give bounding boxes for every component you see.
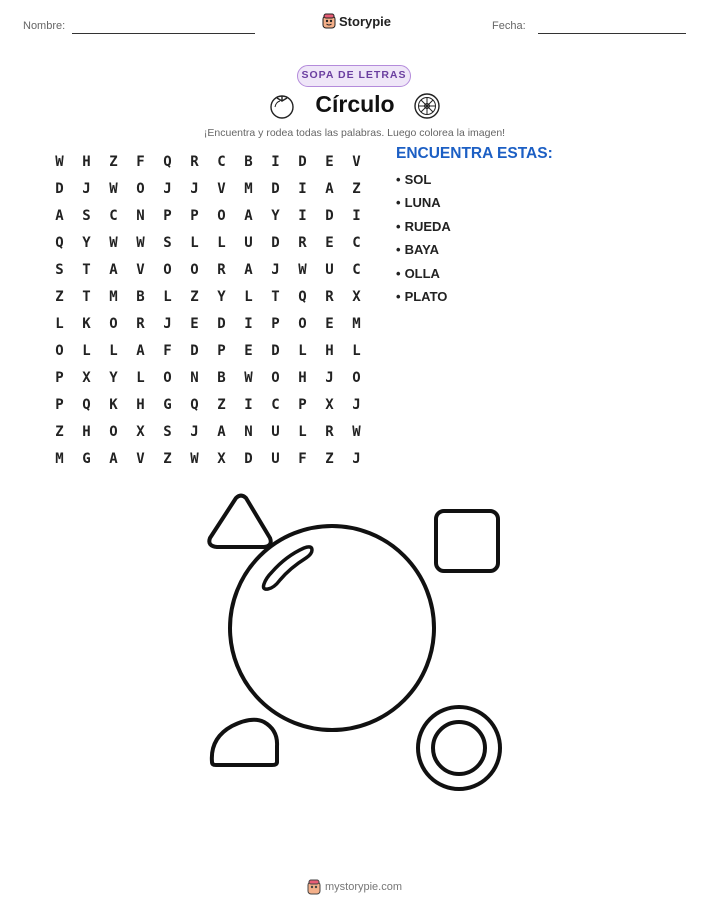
grid-letter[interactable]: H [298, 369, 307, 386]
grid-letter[interactable]: Z [109, 153, 118, 170]
grid-letter[interactable]: C [352, 261, 361, 278]
grid-letter[interactable]: X [217, 450, 226, 467]
grid-letter[interactable]: X [82, 369, 91, 386]
grid-letter[interactable]: Z [163, 450, 172, 467]
bullet: • [396, 242, 401, 258]
grid-letter[interactable]: L [217, 234, 226, 251]
grid-letter[interactable]: J [82, 180, 91, 197]
triangle-shape [209, 496, 270, 548]
grid-letter[interactable]: H [325, 342, 334, 359]
coloring-picture [200, 490, 510, 800]
grid-letter[interactable]: O [109, 315, 118, 332]
grid-letter[interactable]: H [82, 423, 91, 440]
grid-letter[interactable]: D [325, 207, 334, 224]
grid-letter[interactable]: P [190, 207, 199, 224]
grid-row [46, 391, 370, 418]
tomato-icon [268, 92, 296, 120]
grid-letter[interactable]: L [82, 342, 91, 359]
grid-letter[interactable]: B [217, 369, 226, 386]
grid-letter[interactable]: X [352, 288, 361, 305]
grid-letter[interactable]: U [244, 234, 253, 251]
grid-letter[interactable]: W [109, 234, 118, 251]
grid-row [46, 148, 370, 175]
grid-letter[interactable]: Z [352, 180, 361, 197]
word-text: OLLA [404, 265, 440, 281]
grid-letter[interactable]: H [82, 153, 91, 170]
grid-letter[interactable]: O [136, 180, 145, 197]
grid-letter[interactable]: B [244, 153, 253, 170]
word-item [396, 242, 451, 265]
grid-letter[interactable]: A [109, 261, 118, 278]
grid-letter[interactable]: I [244, 396, 253, 413]
grid-letter[interactable]: J [352, 396, 361, 413]
grid-letter[interactable]: R [190, 153, 199, 170]
brand-name: Storypie [339, 13, 392, 29]
grid-letter[interactable]: E [190, 315, 199, 332]
grid-letter[interactable]: O [109, 423, 118, 440]
grid-letter[interactable]: Q [55, 234, 64, 251]
grid-letter[interactable]: S [82, 207, 91, 224]
grid-letter[interactable]: P [55, 396, 64, 413]
grid-letter[interactable]: C [109, 207, 118, 224]
grid-letter[interactable]: S [163, 234, 172, 251]
grid-letter[interactable]: D [271, 342, 280, 359]
grid-letter[interactable]: N [190, 369, 199, 386]
grid-letter[interactable]: R [298, 234, 307, 251]
word-item [396, 172, 451, 195]
grid-letter[interactable]: M [109, 288, 118, 305]
grid-letter[interactable]: J [163, 180, 172, 197]
grid-letter[interactable]: M [55, 450, 64, 467]
word-list [396, 172, 451, 312]
activity-badge: SOPA DE LETRAS [297, 65, 411, 87]
bullet: • [396, 288, 401, 304]
grid-letter[interactable]: Z [55, 288, 64, 305]
grid-letter[interactable]: D [190, 342, 199, 359]
grid-letter[interactable]: P [271, 315, 280, 332]
grid-letter[interactable]: I [352, 207, 361, 224]
grid-letter[interactable]: J [271, 261, 280, 278]
word-item [396, 195, 451, 218]
grid-letter[interactable]: V [352, 153, 361, 170]
grid-letter[interactable]: R [136, 315, 145, 332]
grid-letter[interactable]: X [325, 396, 334, 413]
brand-logo [322, 13, 391, 29]
grid-row [46, 337, 370, 364]
name-line [72, 33, 255, 34]
grid-letter[interactable]: D [244, 450, 253, 467]
grid-letter[interactable]: U [271, 423, 280, 440]
grid-letter[interactable]: P [298, 396, 307, 413]
grid-letter[interactable]: E [244, 342, 253, 359]
grid-letter[interactable]: O [163, 261, 172, 278]
name-label: Nombre: [23, 20, 66, 32]
grid-letter[interactable]: R [217, 261, 226, 278]
grid-letter[interactable]: X [136, 423, 145, 440]
grid-letter[interactable]: A [136, 342, 145, 359]
grid-letter[interactable]: U [325, 261, 334, 278]
half-circle-shape [212, 720, 277, 765]
grid-row [46, 364, 370, 391]
grid-letter[interactable]: J [190, 180, 199, 197]
grid-row [46, 418, 370, 445]
grid-letter[interactable]: A [217, 423, 226, 440]
grid-letter[interactable]: N [244, 423, 253, 440]
grid-letter[interactable]: Y [217, 288, 226, 305]
grid-letter[interactable]: A [244, 261, 253, 278]
word-list-heading: ENCUENTRA ESTAS: [396, 145, 553, 162]
word-text: BAYA [404, 242, 440, 258]
grid-letter[interactable]: P [55, 369, 64, 386]
grid-letter[interactable]: O [190, 261, 199, 278]
grid-letter[interactable]: Z [217, 396, 226, 413]
grid-letter[interactable]: D [55, 180, 64, 197]
grid-letter[interactable]: W [136, 234, 145, 251]
grid-row [46, 445, 370, 472]
grid-letter[interactable]: T [271, 288, 280, 305]
grid-letter[interactable]: A [109, 450, 118, 467]
grid-letter[interactable]: C [217, 153, 226, 170]
grid-letter[interactable]: C [352, 234, 361, 251]
grid-letter[interactable]: T [82, 261, 91, 278]
grid-letter[interactable]: O [271, 369, 280, 386]
grid-letter[interactable]: Z [55, 423, 64, 440]
grid-letter[interactable]: E [325, 153, 334, 170]
grid-letter[interactable]: L [298, 423, 307, 440]
grid-letter[interactable]: L [352, 342, 361, 359]
square-shape [436, 511, 498, 571]
grid-letter[interactable]: R [325, 288, 334, 305]
grid-letter[interactable]: D [217, 315, 226, 332]
grid-letter[interactable]: B [136, 288, 145, 305]
grid-letter[interactable]: W [55, 153, 64, 170]
date-label: Fecha: [492, 20, 526, 32]
grid-letter[interactable]: L [163, 288, 172, 305]
grid-letter[interactable]: L [136, 369, 145, 386]
word-text: PLATO [404, 288, 448, 304]
grid-letter[interactable]: E [325, 315, 334, 332]
grid-letter[interactable]: W [190, 450, 199, 467]
grid-row [46, 202, 370, 229]
grid-letter[interactable]: H [136, 396, 145, 413]
grid-letter[interactable]: W [109, 180, 118, 197]
grid-letter[interactable]: P [163, 207, 172, 224]
grid-letter[interactable]: G [163, 396, 172, 413]
grid-letter[interactable]: Y [82, 234, 91, 251]
grid-letter[interactable]: I [244, 315, 253, 332]
grid-row [46, 229, 370, 256]
grid-letter[interactable]: Y [271, 207, 280, 224]
grid-letter[interactable]: L [244, 288, 253, 305]
footer-url: mystorypie.com [325, 881, 403, 893]
grid-letter[interactable]: F [163, 342, 172, 359]
grid-letter[interactable]: J [352, 450, 361, 467]
grid-letter[interactable]: V [217, 180, 226, 197]
grid-letter[interactable]: A [244, 207, 253, 224]
grid-letter[interactable]: Z [325, 450, 334, 467]
grid-letter[interactable]: F [136, 153, 145, 170]
grid-row [46, 175, 370, 202]
bullet: • [396, 195, 401, 211]
grid-letter[interactable]: A [325, 180, 334, 197]
grid-letter[interactable]: Q [190, 396, 199, 413]
grid-letter[interactable]: I [298, 180, 307, 197]
grid-letter[interactable]: L [109, 342, 118, 359]
grid-letter[interactable]: J [163, 315, 172, 332]
grid-letter[interactable]: Q [82, 396, 91, 413]
grid-letter[interactable]: K [109, 396, 118, 413]
word-text: RUEDA [404, 218, 451, 234]
grid-letter[interactable]: K [82, 315, 91, 332]
storypie-mascot-icon [322, 13, 336, 29]
word-text: LUNA [404, 195, 441, 211]
ring-outer-shape [418, 707, 500, 789]
word-item [396, 289, 451, 312]
grid-letter[interactable]: M [244, 180, 253, 197]
grid-letter[interactable]: Y [109, 369, 118, 386]
page-title: Círculo [315, 91, 395, 117]
grid-letter[interactable]: N [136, 207, 145, 224]
grid-letter[interactable]: L [298, 342, 307, 359]
date-line [538, 33, 686, 34]
wheel-icon [413, 92, 441, 120]
grid-letter[interactable]: Z [190, 288, 199, 305]
grid-letter[interactable]: R [325, 423, 334, 440]
grid-letter[interactable]: Q [163, 153, 172, 170]
grid-letter[interactable]: A [55, 207, 64, 224]
grid-letter[interactable]: E [325, 234, 334, 251]
word-search-grid [46, 148, 370, 472]
word-item [396, 266, 451, 289]
grid-letter[interactable]: I [298, 207, 307, 224]
grid-letter[interactable]: J [190, 423, 199, 440]
bullet: • [396, 172, 401, 187]
grid-letter[interactable]: U [271, 450, 280, 467]
grid-letter[interactable]: W [244, 369, 253, 386]
grid-letter[interactable]: L [190, 234, 199, 251]
grid-letter[interactable]: G [82, 450, 91, 467]
grid-letter[interactable]: O [163, 369, 172, 386]
grid-row [46, 283, 370, 310]
instructions: ¡Encuentra y rodea todas las palabras. Luego colorea la imagen! [203, 127, 506, 139]
grid-letter[interactable]: L [55, 315, 64, 332]
grid-letter[interactable]: O [55, 342, 64, 359]
grid-letter[interactable]: J [325, 369, 334, 386]
grid-letter[interactable]: W [298, 261, 307, 278]
grid-row [46, 310, 370, 337]
grid-letter[interactable]: I [271, 153, 280, 170]
word-item [396, 219, 451, 242]
grid-letter[interactable]: O [217, 207, 226, 224]
grid-letter[interactable]: D [298, 153, 307, 170]
grid-letter[interactable]: S [55, 261, 64, 278]
grid-letter[interactable]: S [163, 423, 172, 440]
grid-letter[interactable]: O [298, 315, 307, 332]
grid-letter[interactable]: F [298, 450, 307, 467]
grid-letter[interactable]: T [82, 288, 91, 305]
grid-letter[interactable]: V [136, 450, 145, 467]
grid-letter[interactable]: D [271, 180, 280, 197]
footer [307, 879, 402, 895]
grid-letter[interactable]: C [271, 396, 280, 413]
grid-letter[interactable]: O [352, 369, 361, 386]
grid-letter[interactable]: D [271, 234, 280, 251]
storypie-mascot-icon [307, 879, 321, 895]
word-text: SOL [404, 172, 432, 187]
big-circle-shape [230, 526, 434, 730]
grid-letter[interactable]: V [136, 261, 145, 278]
bullet: • [396, 218, 401, 234]
grid-row [46, 256, 370, 283]
bullet: • [396, 265, 401, 281]
grid-letter[interactable]: M [352, 315, 361, 332]
grid-letter[interactable]: P [217, 342, 226, 359]
grid-letter[interactable]: Q [298, 288, 307, 305]
grid-letter[interactable]: W [352, 423, 361, 440]
